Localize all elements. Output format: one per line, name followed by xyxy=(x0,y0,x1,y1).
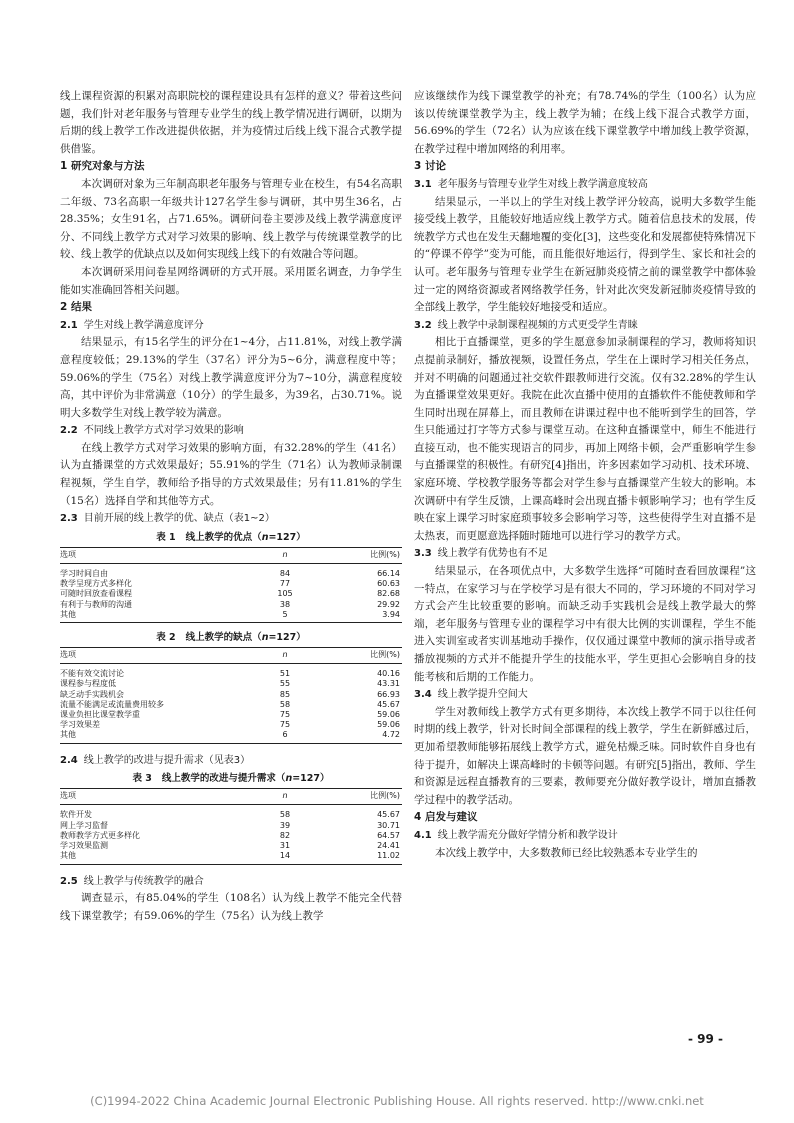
table-cell: 31 xyxy=(279,841,291,851)
table-cell: 39 xyxy=(279,820,291,830)
section-2-5-heading: 2.5 线上教学与传统教学的融合 xyxy=(60,875,204,887)
table-cell: 66.93 xyxy=(377,689,400,699)
section-4-1-heading: 4.1 线上教学需充分做好学情分析和教学设计 xyxy=(414,829,618,841)
intro-paragraph: 线上课程资源的积累对高职院校的课程建设具有怎样的意义？带着这些问题，我们针对老年服务与管理专业学生的线上教学情况进行调研，以期为后期的线上教学工作改进提供依据，并为疫情过后线上线下混合式教学提供借鉴。 xyxy=(60,90,402,155)
table-row xyxy=(60,831,402,841)
table-header-cell: n xyxy=(250,547,320,563)
table-cell: 网上学习监督 xyxy=(60,820,108,830)
copyright-footer: (C)1994-2022 China Academic Journal Electronic Publishing House. All rights reserved. http://www.cnki.net xyxy=(90,1094,704,1108)
table-row xyxy=(60,710,402,720)
section-2-1-heading: 2.1 学生对线上教学满意度评分 xyxy=(60,319,204,331)
table-cell: 55 xyxy=(279,679,291,689)
table-cell: 学习时间自由 xyxy=(60,569,108,579)
table-cell: 学习效果监测 xyxy=(60,841,108,851)
section-2-3-heading: 2.3 目前开展的线上教学的优、缺点（表1~2） xyxy=(60,513,275,525)
table-cell: 学习效果差 xyxy=(60,720,100,730)
table-cell: 教师教学方式更多样化 xyxy=(60,830,140,840)
table-row xyxy=(60,700,402,710)
table-cell: 75 xyxy=(279,710,291,720)
table-header-cell: 比例(%) xyxy=(320,789,402,805)
table-cell: 30.71 xyxy=(377,820,400,830)
table-row xyxy=(60,579,402,589)
section-3-1-heading: 3.1 老年服务与管理专业学生对线上教学满意度较高 xyxy=(414,178,648,190)
table-2-disadvantages xyxy=(60,647,402,744)
table-cell: 58 xyxy=(279,699,291,709)
table-cell: 84 xyxy=(279,569,291,579)
section-2-2-heading: 2.2 不同线上教学方式对学习效果的影响 xyxy=(60,425,244,437)
table-row xyxy=(60,600,402,610)
table-cell: 75 xyxy=(279,720,291,730)
table-row xyxy=(60,730,402,743)
table-row xyxy=(60,821,402,831)
table-cell: 教学呈现方式多样化 xyxy=(60,579,132,589)
table-row xyxy=(60,851,402,864)
table-cell: 64.57 xyxy=(377,830,400,840)
section-1-paragraph-1: 本次调研对象为三年制高职老年服务与管理专业在校生，有54名高职二年级、73名高职一年级共计127名学生参与调研，其中男生36名，占28.35%；女生91名，占71.65%。调研问卷主要涉及线上教学满意度评分、不同线上教学方式对学习效果的影响、线上教学与传统课堂教学的比较、线上教学的优缺点以及如何实现线上线下的有效融合等问题。 xyxy=(60,177,402,261)
left-column xyxy=(60,88,402,925)
section-3-3-heading: 3.3 线上教学有优势也有不足 xyxy=(414,548,548,560)
table-cell: 软件开发 xyxy=(60,810,92,820)
table-cell: 流量不能满足或流量费用较多 xyxy=(60,699,164,709)
table-cell: 其他 xyxy=(60,730,250,743)
section-3-4-heading: 3.4 线上教学提升空间大 xyxy=(414,689,528,701)
table-1-advantages xyxy=(60,547,402,623)
table-1-caption: 表 1 线上教学的优点（n=127） xyxy=(156,531,306,543)
table-cell: 其他 xyxy=(60,851,250,864)
table-header-cell: 比例(%) xyxy=(320,547,402,563)
table-header-cell: 比例(%) xyxy=(320,648,402,664)
table-cell: 59.06 xyxy=(377,720,400,730)
table-cell: 105 xyxy=(277,589,293,599)
continued-paragraph: 应该继续作为线下课堂教学的补充；有78.74%的学生（100名）认为应该以传统课堂教学为主，线上教学为辅；在线上线下混合式教学方面，56.69%的学生（72名）认为应该在线下课堂教学中增加线上教学资源，在教学过程中增加网络的利用率。 xyxy=(414,90,756,155)
table-cell: 77 xyxy=(279,579,291,589)
section-4-heading: 4 启发与建议 xyxy=(414,811,478,824)
section-3-4-paragraph: 学生对教师线上教学方式有更多期待，本次线上教学不同于以往任何时期的线上教学，针对长时间全部课程的线上教学，学生在新鲜感过后，更加希望教师能够拓展线上教学方式，避免枯燥乏味。同时软件自身也有待于提升，如解决上课高峰时的卡顿等问题。有研究[5]指出，教师、学生和资源是远程直播教育的三要素，教师要充分做好教学设计，增加直播教学过程中的教学活动。 xyxy=(414,705,756,806)
table-header-cell: 选项 xyxy=(60,648,250,664)
table-cell: 59.06 xyxy=(377,710,400,720)
table-cell: 缺乏动手实践机会 xyxy=(60,689,124,699)
table-cell: 可随时回放查看课程 xyxy=(60,589,132,599)
table-row xyxy=(60,805,402,821)
table-cell: 24.41 xyxy=(377,841,400,851)
table-row xyxy=(60,841,402,851)
table-cell: 85 xyxy=(279,689,291,699)
table-cell: 43.31 xyxy=(377,679,400,689)
table-cell: 82.68 xyxy=(377,589,400,599)
table-cell: 5 xyxy=(250,610,320,623)
section-2-5-paragraph: 调查显示，有85.04%的学生（108名）认为线上教学不能完全代替线下课堂教学；有59.06%的学生（75名）认为线上教学 xyxy=(60,892,402,922)
section-2-1-paragraph: 结果显示，有15名学生的评分在1~4分，占11.81%，对线上教学满意程度较低；29.13%的学生（37名）评分为5~6分，满意程度中等；59.06%的学生（75名）对线上教学满意度评分为7~10分，满意程度较高，其中评价为非常满意（10分）的学生最多，为39名，占30.71%。说明大多数学生对线上教学较为满意。 xyxy=(60,336,402,419)
section-3-heading: 3 讨论 xyxy=(414,160,446,173)
table-cell: 11.02 xyxy=(320,851,402,864)
table-header-cell: 选项 xyxy=(60,789,250,805)
table-cell: 38 xyxy=(279,599,291,609)
table-cell: 4.72 xyxy=(320,730,402,743)
table-cell: 45.67 xyxy=(377,810,400,820)
section-2-2-paragraph: 在线上教学方式对学习效果的影响方面，有32.28%的学生（41名）认为直播课堂的方式效果最好；55.91%的学生（71名）认为教师录制课程视频，学生自学，教师给予指导的方式效果最佳；另有11.81%的学生（15名）选择自学和其他等方式。 xyxy=(60,441,402,507)
table-cell: 82 xyxy=(279,830,291,840)
table-row xyxy=(60,589,402,599)
table-header-cell: 选项 xyxy=(60,547,250,563)
table-header-cell: n xyxy=(250,789,320,805)
section-2-4-heading: 2.4 线上教学的改进与提升需求（见表3） xyxy=(60,754,251,766)
table-cell: 有利于与教师的沟通 xyxy=(60,599,132,609)
page-number: - 99 - xyxy=(688,1032,724,1046)
section-3-2-heading: 3.2 线上教学中录制课程视频的方式更受学生青睐 xyxy=(414,319,638,331)
table-row xyxy=(60,564,402,580)
table-cell: 14 xyxy=(250,851,320,864)
table-cell: 45.67 xyxy=(377,699,400,709)
table-cell: 不能有效交流讨论 xyxy=(60,669,124,679)
table-row xyxy=(60,690,402,700)
table-cell: 6 xyxy=(250,730,320,743)
table-cell: 课业负担比课堂教学重 xyxy=(60,710,140,720)
section-2-heading: 2 结果 xyxy=(60,301,92,314)
table-row xyxy=(60,720,402,730)
table-row xyxy=(60,610,402,623)
table-3-improvement-needs xyxy=(60,788,402,864)
table-row xyxy=(60,664,402,680)
table-row xyxy=(60,679,402,689)
table-header-cell: n xyxy=(250,648,320,664)
table-cell: 3.94 xyxy=(320,610,402,623)
section-3-3-paragraph: 结果显示，在各项优点中，大多数学生选择“可随时查看回放课程”这一特点，在家学习与在学校学习是有很大不同的，学习环境的不同对学习方式会产生比较重要的影响。而缺乏动手实践机会是线上教学最大的弊端，老年服务与管理专业的课程学习中有很大比例的实训课程，学生不能进入实训室或者实训基地动手操作，仅仅通过课堂中教师的演示指导或者播放视频的方式并不能提升学生的技能水平，学生更担心会影响自身的技能考核和后期的工作能力。 xyxy=(414,565,756,683)
section-4-1-paragraph: 本次线上教学中，大多数教师已经比较熟悉本专业学生的 xyxy=(435,846,698,859)
right-column xyxy=(414,88,756,862)
table-cell: 66.14 xyxy=(377,569,400,579)
table-cell: 其他 xyxy=(60,610,250,623)
section-3-2-paragraph: 相比于直播课堂，更多的学生愿意参加录制课程的学习，教师将知识点提前录制好，播放视频，设置任务点，学生在上课时学习相关任务点，并对不明确的问题通过社交软件跟教师进行交流。仅有32.28%的学生认为直播课堂效果更好。我院在此次直播中使用的直播软件不能使教师和学生同时出现在屏幕上，而且教师在讲课过程中也不能听到学生的回答，学生只能通过打字等方式参与课堂互动。在这种直播课堂中，师生不能进行直接互动，也不能实现语言的同步，再加上网络卡顿，会严重影响学生参与直播课堂的积极性。有研究[4]指出，许多因素如学习动机、技术环境、家庭环境、学校教学服务等都会对学生参与直播课堂产生较大的影响。本次调研中有学生反馈，上课高峰时会出现直播卡顿影响学习；也有学生反映在家上课学习时家庭琐事较多会影响学习等，这些使得学生对直播不是太热衷，而更愿意选择随时随地可以进行学习的教学方式。 xyxy=(414,336,756,542)
section-1-heading: 1 研究对象与方法 xyxy=(60,160,145,173)
section-3-1-paragraph: 结果显示，一半以上的学生对线上教学评分较高，说明大多数学生能接受线上教学，且能较好地适应线上教学方式。随着信息技术的发展，传统教学方式也在发生天翻地覆的变化[3]，这些变化和发展都使特殊情况下的“停课不停学”变为可能，而且能很好地运行，得到学生、家长和社会的认可。老年服务与管理专业学生在新冠肺炎疫情之前的课堂教学中都体验过一定的网络资源或者网络教学任务，针对此次突发新冠肺炎疫情导致的全部线上教学，学生能较好地接受和适应。 xyxy=(414,195,756,314)
table-3-caption: 表 3 线上教学的改进与提升需求（n=127） xyxy=(132,773,330,785)
table-cell: 40.16 xyxy=(377,669,400,679)
section-1-paragraph-2: 本次调研采用问卷星网络调研的方式开展。采用匿名调查，力争学生能如实准确回答相关问题。 xyxy=(60,265,402,296)
table-cell: 58 xyxy=(279,810,291,820)
table-cell: 60.63 xyxy=(377,579,400,589)
table-cell: 51 xyxy=(279,669,291,679)
table-cell: 课程参与程度低 xyxy=(60,679,116,689)
table-cell: 29.92 xyxy=(377,599,400,609)
table-2-caption: 表 2 线上教学的缺点（n=127） xyxy=(156,632,306,644)
